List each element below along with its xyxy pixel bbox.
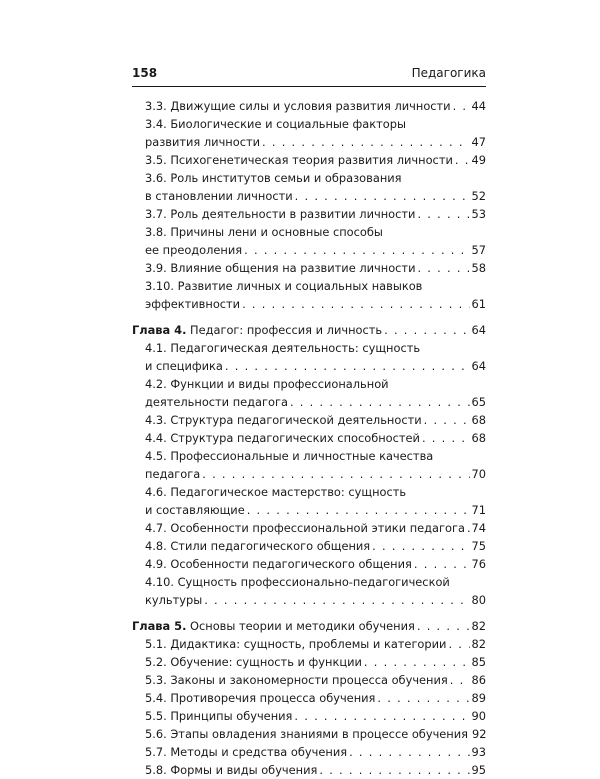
dot-leader — [349, 743, 469, 761]
toc-page-number: 80 — [471, 593, 486, 607]
dot-leader — [417, 205, 469, 223]
toc-entry — [132, 447, 486, 465]
dot-leader — [290, 393, 470, 411]
toc-entry — [132, 169, 486, 187]
toc-entry-label: 3.5. Психогенетическая теория развития личности — [145, 153, 453, 167]
toc-page-number: 76 — [471, 557, 486, 571]
toc-entry — [132, 465, 486, 483]
toc-page-number: 82 — [471, 637, 486, 651]
toc-page-number: 58 — [471, 261, 486, 275]
toc-entry-label: 5.8. Формы и виды обучения — [145, 763, 318, 777]
chapter-gap — [132, 313, 486, 321]
chapter-number: Глава 4. — [132, 323, 187, 337]
dot-leader — [377, 689, 469, 707]
toc-entry-label: 4.9. Особенности педагогического общения — [145, 557, 412, 571]
toc-entry-label: и составляющие — [145, 503, 245, 517]
toc-page-number: 74 — [471, 521, 486, 535]
toc-entry-label: 5.7. Методы и средства обучения — [145, 745, 348, 759]
dot-leader — [364, 653, 470, 671]
toc-page-number: 68 — [471, 413, 486, 427]
toc-entry — [132, 97, 486, 115]
toc-entry — [132, 635, 486, 653]
header-rule — [132, 86, 486, 87]
dot-leader — [453, 97, 470, 115]
dot-leader — [448, 635, 469, 653]
toc-entry-label: педагога — [145, 467, 201, 481]
dot-leader — [422, 429, 470, 447]
toc-entry — [132, 537, 486, 555]
dot-leader — [450, 671, 470, 689]
toc-page-number: 71 — [471, 503, 486, 517]
toc-entry-label: 5.1. Дидактика: сущность, проблемы и категории — [145, 637, 447, 651]
toc-chapter-entry — [132, 321, 486, 339]
toc-entry — [132, 653, 486, 671]
toc-entry-label: 5.5. Принципы обучения — [145, 709, 293, 723]
dot-leader — [417, 617, 470, 635]
toc-page-number: 64 — [471, 359, 486, 373]
toc-entry-label: культуры — [145, 593, 203, 607]
dot-leader — [384, 321, 469, 339]
toc-page-number: 44 — [471, 99, 486, 113]
toc-entry — [132, 689, 486, 707]
toc-entry — [132, 761, 486, 779]
toc-entry — [132, 429, 486, 447]
toc-entry-label: 3.6. Роль институтов семьи и образования — [145, 171, 402, 185]
dot-leader — [262, 133, 469, 151]
dot-leader — [319, 761, 469, 779]
toc-entry — [132, 375, 486, 393]
toc-entry — [132, 393, 486, 411]
toc-entry-label: 3.3. Движущие силы и условия развития личности — [145, 99, 451, 113]
toc-page-number: 92 — [472, 727, 487, 741]
chapter-number: Глава 5. — [132, 619, 187, 633]
toc-entry-label: Педагог: профессия и личность — [190, 323, 383, 337]
toc-page-number: 61 — [471, 297, 486, 311]
toc-page-number: 57 — [471, 243, 486, 257]
toc-entry — [132, 671, 486, 689]
toc-entry — [132, 115, 486, 133]
toc-entry — [132, 223, 486, 241]
toc-page-number: 89 — [471, 691, 486, 705]
toc-entry-label: эффективности — [145, 297, 241, 311]
toc-entry — [132, 707, 486, 725]
dot-leader — [294, 707, 469, 725]
toc-entry-label: 5.2. Обучение: сущность и функции — [145, 655, 362, 669]
dot-leader — [424, 411, 470, 429]
dot-leader — [372, 537, 469, 555]
toc-entry — [132, 725, 486, 743]
toc-chapter-entry — [132, 617, 486, 635]
toc-entry-label: 4.1. Педагогическая деятельность: сущность — [145, 341, 421, 355]
toc-page-number: 82 — [471, 619, 486, 633]
toc-entry-label: 5.3. Законы и закономерности процесса обучения — [145, 673, 448, 687]
toc-entry-label: 5.4. Противоречия процесса обучения — [145, 691, 376, 705]
toc-entry — [132, 295, 486, 313]
toc-page-number: 64 — [471, 323, 486, 337]
table-of-contents — [132, 97, 486, 779]
toc-entry — [132, 483, 486, 501]
toc-page-number: 65 — [471, 395, 486, 409]
toc-entry — [132, 133, 486, 151]
toc-entry — [132, 259, 486, 277]
chapter-gap — [132, 609, 486, 617]
toc-entry-label: 4.2. Функции и виды профессиональной — [145, 377, 389, 391]
toc-page-number: 47 — [471, 135, 486, 149]
toc-entry-label: 4.5. Профессиональные и личностные качества — [145, 449, 434, 463]
toc-entry-label: 3.9. Влияние общения на развитие личности — [145, 261, 416, 275]
toc-entry-label: и специфика — [145, 359, 223, 373]
dot-leader — [295, 187, 470, 205]
toc-entry — [132, 241, 486, 259]
dot-leader — [244, 241, 469, 259]
toc-entry — [132, 555, 486, 573]
page-header — [132, 66, 486, 80]
toc-entry-label: 4.10. Сущность профессионально-педагогической — [145, 575, 450, 589]
dot-leader — [247, 501, 470, 519]
toc-entry — [132, 743, 486, 761]
toc-page-number: 49 — [471, 153, 486, 167]
toc-entry — [132, 151, 486, 169]
toc-page-number: 86 — [471, 673, 486, 687]
toc-entry — [132, 501, 486, 519]
toc-entry-label: 3.4. Биологические и социальные факторы — [145, 117, 406, 131]
toc-entry — [132, 205, 486, 223]
toc-page-number: 68 — [471, 431, 486, 445]
toc-entry — [132, 411, 486, 429]
toc-page-number: 95 — [471, 763, 486, 777]
toc-page-number: 90 — [471, 709, 486, 723]
dot-leader — [202, 465, 469, 483]
toc-entry-label: 5.6. Этапы овладения знаниями в процессе обучения — [145, 727, 469, 741]
toc-entry — [132, 519, 486, 537]
toc-entry-label: 4.4. Структура педагогических способностей — [145, 431, 420, 445]
dot-leader — [467, 519, 470, 537]
running-title: Педагогика — [411, 66, 486, 80]
toc-entry — [132, 591, 486, 609]
toc-entry-label: развития личности — [145, 135, 261, 149]
toc-page-number: 53 — [471, 207, 486, 221]
toc-page-number: 70 — [471, 467, 486, 481]
dot-leader — [204, 591, 469, 609]
dot-leader — [242, 295, 469, 313]
toc-entry — [132, 573, 486, 591]
toc-entry-label: 4.7. Особенности профессиональной этики педагога — [145, 521, 465, 535]
toc-entry — [132, 187, 486, 205]
toc-entry-label: ее преодоления — [145, 243, 243, 257]
toc-entry-label: 3.10. Развитие личных и социальных навыков — [145, 279, 423, 293]
toc-page-number: 52 — [471, 189, 486, 203]
toc-entry-label: в становлении личности — [145, 189, 293, 203]
toc-page-number: 85 — [471, 655, 486, 669]
page-number: 158 — [132, 66, 158, 80]
toc-entry — [132, 339, 486, 357]
toc-entry — [132, 277, 486, 295]
toc-entry-label: 4.8. Стили педагогического общения — [145, 539, 371, 553]
toc-entry-label: 3.7. Роль деятельности в развитии личности — [145, 207, 416, 221]
dot-leader — [414, 555, 470, 573]
toc-entry-label: 4.6. Педагогическое мастерство: сущность — [145, 485, 407, 499]
toc-entry-label: деятельности педагога — [145, 395, 288, 409]
dot-leader — [455, 151, 470, 169]
toc-entry-label: 4.3. Структура педагогической деятельности — [145, 413, 422, 427]
toc-entry-label: 3.8. Причины лени и основные способы — [145, 225, 383, 239]
toc-page-number: 93 — [471, 745, 486, 759]
toc-entry-label: Основы теории и методики обучения — [190, 619, 415, 633]
dot-leader — [225, 357, 470, 375]
toc-entry — [132, 357, 486, 375]
toc-page-number: 75 — [471, 539, 486, 553]
dot-leader — [417, 259, 469, 277]
